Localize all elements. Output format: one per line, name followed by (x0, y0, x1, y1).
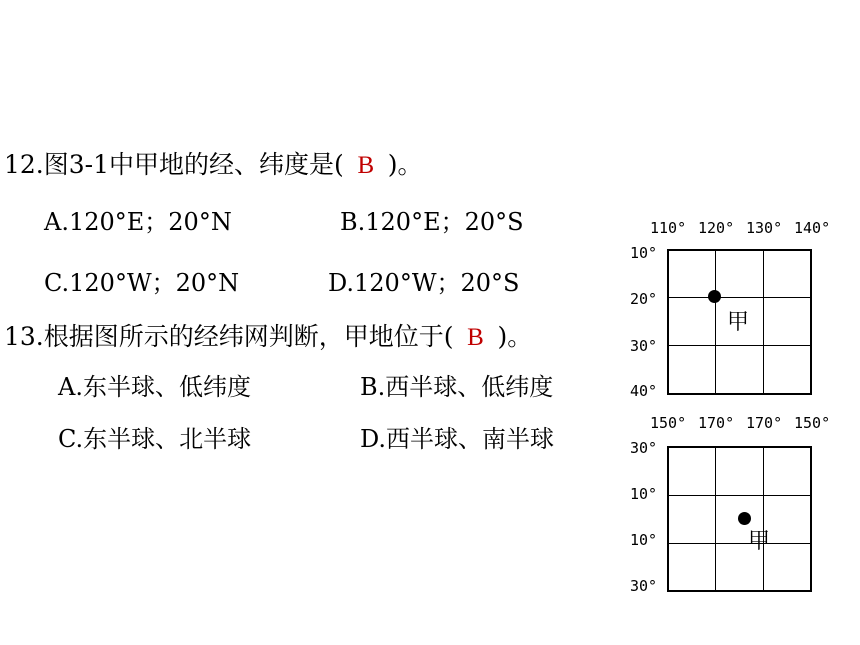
map2-parallel (669, 543, 810, 544)
q13-option-b[interactable]: B.西半球、低纬度 (360, 373, 554, 401)
map1-parallel (669, 297, 810, 298)
q12-option-a[interactable]: A.120°E；20°N (44, 208, 232, 236)
map1-meridian (763, 251, 764, 393)
map2-lat-label: 10° (630, 485, 658, 503)
map2-lat-label: 30° (630, 577, 658, 595)
map2-parallel (669, 495, 810, 496)
map1-parallel (669, 345, 810, 346)
q12-option-d[interactable]: D.120°W；20°S (328, 269, 520, 297)
q13-option-d[interactable]: D.西半球、南半球 (360, 425, 555, 453)
map1-location-dot (708, 290, 721, 303)
q13-option-c[interactable]: C.东半球、北半球 (58, 425, 252, 453)
question-12-text: 12.图3-1中甲地的经、纬度是( (4, 150, 344, 179)
map1-lat-label: 20° (630, 290, 658, 308)
q12-option-b[interactable]: B.120°E；20°S (340, 208, 524, 236)
map2-lon-label: 170° (746, 414, 783, 432)
map2-lat-label: 10° (630, 531, 658, 549)
map1-lat-label: 10° (630, 244, 658, 262)
map2-lat-label: 30° (630, 439, 658, 457)
map1-lon-label: 140° (794, 219, 831, 237)
map2-lon-label: 170° (698, 414, 735, 432)
map2-meridian (763, 448, 764, 590)
map1-lon-label: 120° (698, 219, 735, 237)
map1-lat-label: 40° (630, 382, 658, 400)
map1-lat-label: 30° (630, 337, 658, 355)
question-12 (4, 150, 423, 181)
map1-lon-label: 110° (650, 219, 687, 237)
question-12-answer: B (357, 152, 375, 179)
map2-location-dot (738, 512, 751, 525)
map2-lon-label: 150° (650, 414, 687, 432)
map1-point-label: 甲 (727, 310, 750, 335)
question-13-text: 13.根据图所示的经纬网判断，甲地位于( (4, 322, 454, 351)
question-13-suffix: )。 (497, 322, 533, 351)
map2-meridian (715, 448, 716, 590)
map2-lon-label: 150° (794, 414, 831, 432)
question-12-suffix: )。 (387, 150, 423, 179)
q13-option-a[interactable]: A.东半球、低纬度 (58, 373, 251, 401)
map1-lon-label: 130° (746, 219, 783, 237)
map2-point-label: 甲 (748, 529, 771, 554)
question-13-answer: B (467, 324, 484, 351)
q12-option-c[interactable]: C.120°W；20°N (44, 269, 240, 297)
question-13 (4, 322, 532, 353)
map1-meridian (715, 251, 716, 393)
